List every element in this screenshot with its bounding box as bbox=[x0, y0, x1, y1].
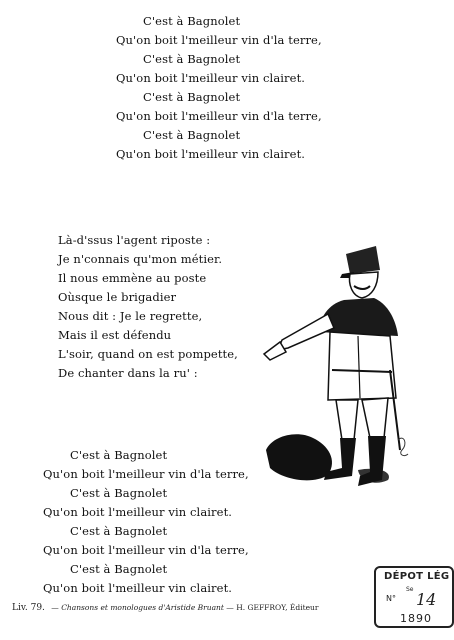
stamp-small-text: Se bbox=[406, 586, 414, 593]
refrain-bottom-line-1: C'est à Bagnolet bbox=[70, 448, 168, 462]
head bbox=[350, 272, 379, 298]
left-leg bbox=[336, 400, 358, 440]
right-boot bbox=[358, 436, 386, 486]
stamp-handwritten-number: 14 bbox=[416, 590, 437, 609]
refrain-bottom-line-7: C'est à Bagnolet bbox=[70, 562, 168, 576]
footer-publisher: H. GEFFROY, Éditeur bbox=[236, 603, 319, 612]
refrain-top-line-2: Qu'on boit l'meilleur vin d'la terre, bbox=[116, 33, 322, 47]
stamp-number-label: N° bbox=[386, 594, 396, 603]
footer-dash-1: — bbox=[51, 603, 59, 612]
refrain-top-line-4: Qu'on boit l'meilleur vin clairet. bbox=[116, 71, 306, 85]
refrain-top-line-7: C'est à Bagnolet bbox=[143, 128, 241, 142]
verse-line-3: Il nous emmène au poste bbox=[58, 271, 207, 285]
refrain-top-line-8: Qu'on boit l'meilleur vin clairet. bbox=[116, 147, 306, 161]
page-footer bbox=[12, 603, 318, 613]
footer-dash-2: — bbox=[226, 603, 234, 612]
verse-line-7: L'soir, quand on est pompette, bbox=[58, 347, 238, 361]
refrain-top-line-1: C'est à Bagnolet bbox=[143, 14, 241, 28]
verse-line-2: Je n'connais qu'mon métier. bbox=[58, 252, 223, 266]
refrain-bottom-line-2: Qu'on boit l'meilleur vin d'la terre, bbox=[43, 467, 249, 481]
footer-liv: Liv. 79. bbox=[12, 603, 45, 613]
coat bbox=[328, 332, 396, 400]
stamp-year: 1890 bbox=[400, 612, 432, 625]
refrain-top-line-6: Qu'on boit l'meilleur vin d'la terre, bbox=[116, 109, 322, 123]
verse-line-8: De chanter dans la ru' : bbox=[58, 366, 198, 380]
right-leg bbox=[362, 398, 388, 438]
refrain-top-line-5: C'est à Bagnolet bbox=[143, 90, 241, 104]
verse-line-4: Oùsque le brigadier bbox=[58, 290, 177, 304]
verse-line-6: Mais il est défendu bbox=[58, 328, 172, 342]
ground-shadow bbox=[266, 434, 332, 480]
refrain-bottom-line-4: Qu'on boit l'meilleur vin clairet. bbox=[43, 505, 233, 519]
policeman-illustration bbox=[258, 240, 418, 500]
stamp-title: DÉPOT LÉG bbox=[384, 571, 450, 582]
refrain-bottom-line-6: Qu'on boit l'meilleur vin d'la terre, bbox=[43, 543, 249, 557]
refrain-bottom-line-8: Qu'on boit l'meilleur vin clairet. bbox=[43, 581, 233, 595]
verse-line-1: Là-d'ssus l'agent riposte : bbox=[58, 233, 211, 247]
pointing-arm bbox=[278, 314, 334, 350]
refrain-bottom-line-5: C'est à Bagnolet bbox=[70, 524, 168, 538]
footer-title: Chansons et monologues d'Aristide Bruant bbox=[61, 603, 224, 612]
legal-deposit-stamp bbox=[374, 566, 454, 628]
refrain-bottom-line-3: C'est à Bagnolet bbox=[70, 486, 168, 500]
verse-line-5: Nous dit : Je le regrette, bbox=[58, 309, 203, 323]
kepi-hat bbox=[346, 246, 380, 274]
refrain-top-line-3: C'est à Bagnolet bbox=[143, 52, 241, 66]
